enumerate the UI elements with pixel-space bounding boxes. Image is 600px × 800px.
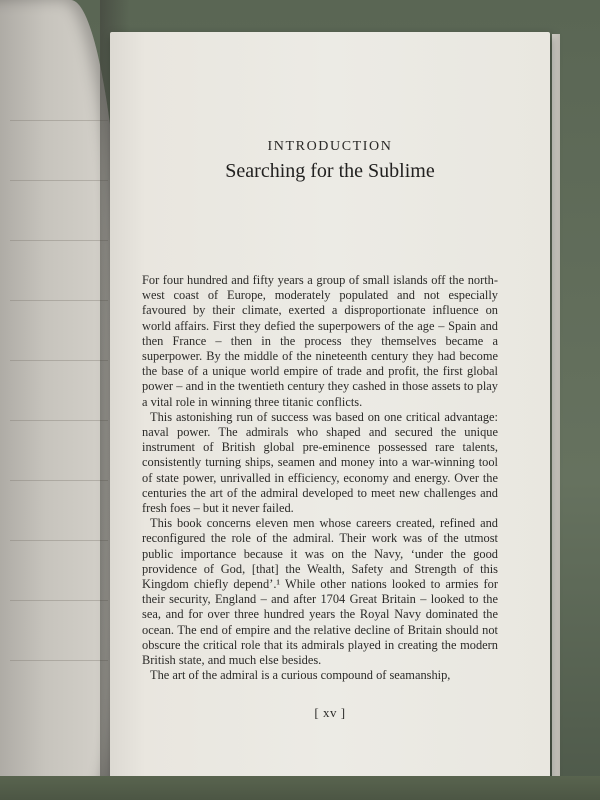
left-page-text-line	[10, 540, 108, 541]
left-page-text-line	[10, 360, 108, 361]
left-page-text-line	[10, 180, 108, 181]
page-number: [ xv ]	[314, 705, 346, 720]
paragraph: This astonishing run of success was based on one critical advantage: naval power. The admirals who shaped and secured the unique instrument of British global pre-eminence possessed rare talents, consistently turning ships, seamen and money into a war-winning tool of state power, unrivalled in efficiency, economy and energy. Over the centuries the art of the admiral developed to meet new challenges and fresh foes – but it never failed.	[142, 409, 498, 516]
chapter-label: INTRODUCTION	[267, 139, 393, 154]
paragraph: This book concerns eleven men whose careers created, refined and reconfigured the role of the admiral. Their work was of the utmost public importance because it was on the Navy, ‘under the good providence of God, [that] the Wealth, Safety and Strength of this Kingdom chiefly depend’.¹ While other nations looked to armies for their security, England – and after 1704 Great Britain – looked to the sea, and for over three hundred years the Royal Navy dominated the ocean. The end of empire and the relative decline of Britain should not obscure the critical role that its admirals played in creating the modern British state, and much else besides.	[142, 516, 498, 668]
body-text	[142, 273, 498, 683]
background-surface	[0, 776, 600, 800]
book-page	[110, 32, 550, 786]
chapter-title: Searching for the Sublime	[225, 160, 435, 182]
paragraph: For four hundred and fifty years a group of small islands off the north-west coast of Europe, moderately populated and not especially favoured by their climate, exerted a disproportionate influence on world affairs. First they defied the superpowers of the age – Spain and then France – then in the process they themselves became a superpower. By the middle of the nineteenth century they had become the base of a unique world empire of trade and profit, the first global power – and in the twentieth century they cashed in those assets to play a vital role in winning three titanic conflicts.	[142, 273, 498, 409]
left-page-text-line	[10, 240, 108, 241]
left-page-text-line	[10, 660, 108, 661]
left-page-text-line	[10, 120, 108, 121]
page-stack-edge	[552, 34, 560, 786]
left-page-text-line	[10, 300, 108, 301]
left-page-text-line	[10, 600, 108, 601]
paragraph: The art of the admiral is a curious compound of seamanship,	[150, 668, 451, 683]
left-page-text-line	[10, 420, 108, 421]
left-page-text-line	[10, 480, 108, 481]
